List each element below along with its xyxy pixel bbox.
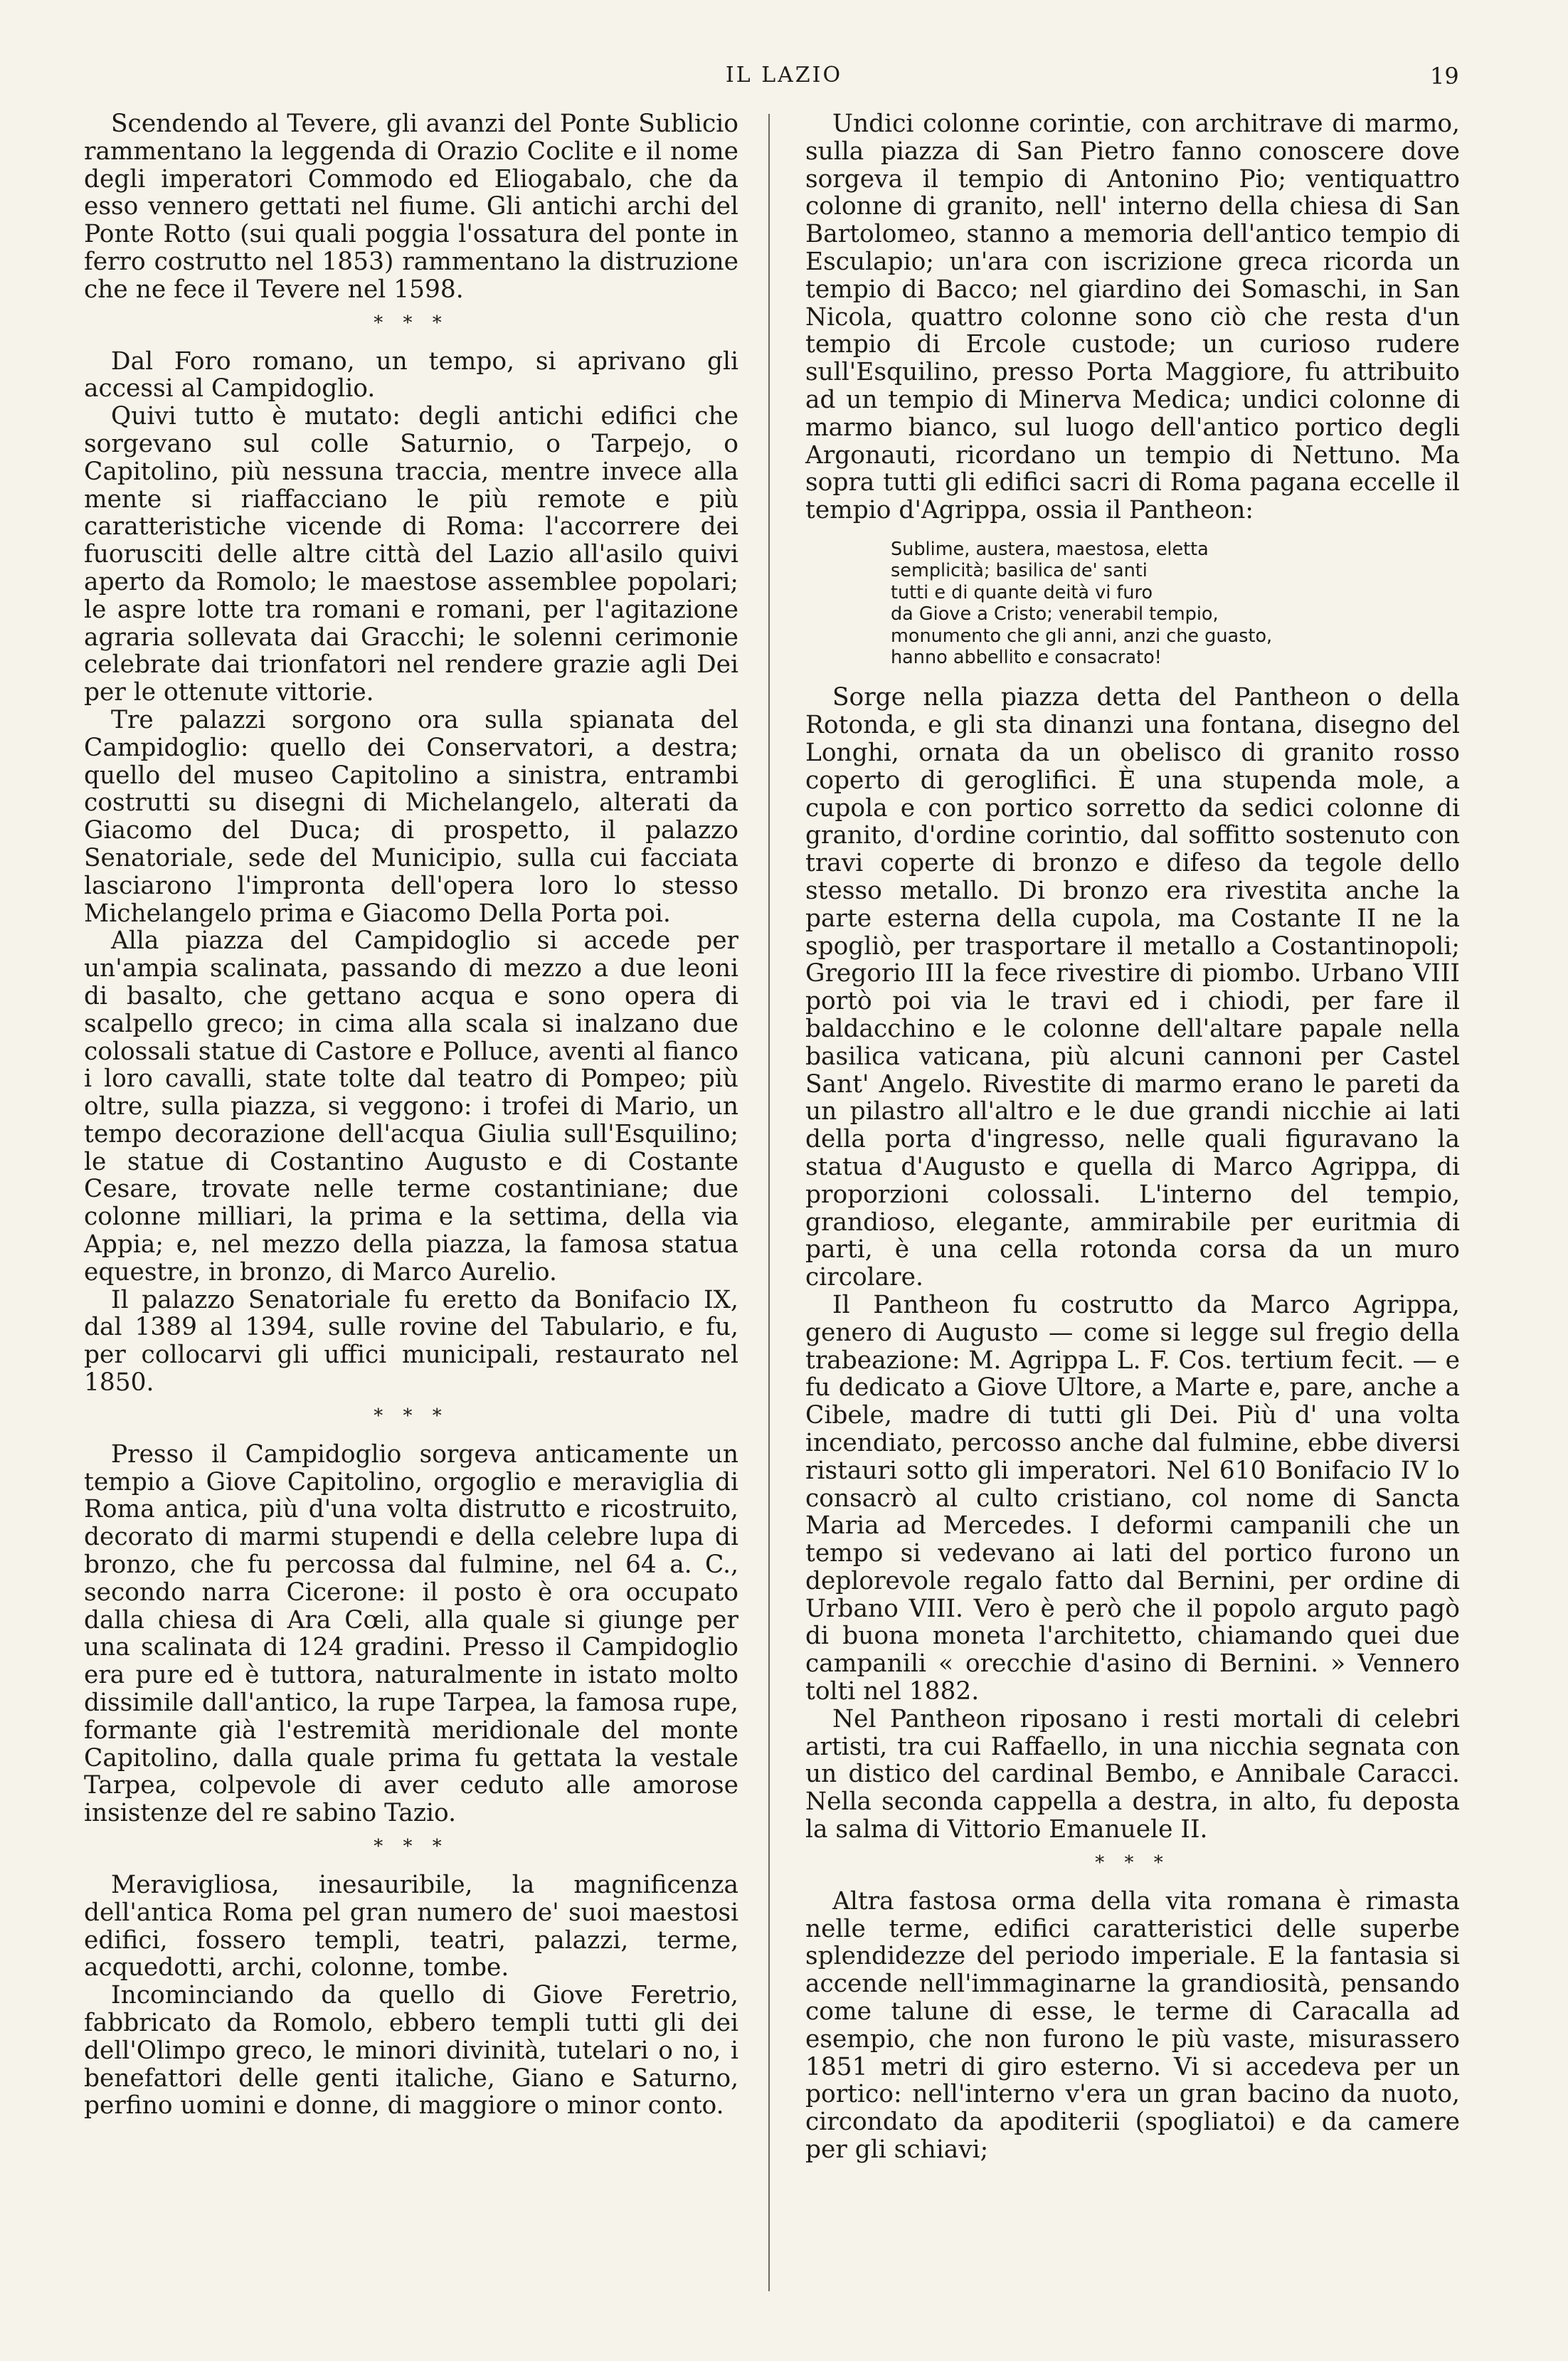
verse-quote: [891, 539, 1460, 668]
paragraph: Dal Foro romano, un tempo, si aprivano gli accessi al Campidoglio.: [84, 347, 738, 403]
right-column: [805, 110, 1460, 2164]
paragraph: Il palazzo Senatoriale fu eretto da Bonifacio IX, dal 1389 al 1394, sulle rovine del Tabulario, e fu, per collocarvi gli uffici municipali, restaurato nel 1850.: [84, 1285, 738, 1398]
paragraph: Incominciando da quello di Giove Feretrio, fabbricato da Romolo, ebbero templi tutti gli dei dell'Olimpo greco, le minori divinità, tutelari o no, i benefattori delle genti italiche, Giano e Saturno, perfino uomini e donne, di maggiore o minor conto.: [84, 1981, 738, 2120]
paragraph: Nel Pantheon riposano i resti mortali di celebri artisti, tra cui Raffaello, in una nicchia segnata con un distico del cardinal Bembo, e Annibale Caracci. Nella seconda cappella a destra, in alto, fu deposta la salma di Vittorio Emanuele II.: [805, 1704, 1460, 1844]
left-column: [84, 110, 738, 2120]
running-header: IL LAZIO: [725, 63, 843, 88]
verse-line: da Giove a Cristo; venerabil tempio,: [891, 603, 1219, 625]
verse-line: monumento che gli anni, anzi che guasto,: [891, 625, 1273, 647]
paragraph: Altra fastosa orma della vita romana è rimasta nelle terme, edifici caratteristici delle superbe splendidezze del periodo imperiale. E la fantasia si accende nell'immaginarne la grandiosità, pensando come talune di esse, le terme di Caracalla ad esempio, che non furono le più vaste, misurassero 1851 metri di giro esterno. Vi si accedeva per un portico: nell'interno v'era un gran bacino da nuoto, circondato da apoditerii (spogliatoi) e da camere per gli schiavi;: [805, 1886, 1460, 2165]
paragraph: Quivi tutto è mutato: degli antichi edifici che sorgevano sul colle Saturnio, o Tarpejo, o Capitolino, più nessuna traccia, mentre invece alla mente si riaffacciano le più remote e più caratteristiche vicende di Roma: l'accorrere dei fuorusciti delle altre città del Lazio all'asilo quivi aperto da Romolo; le maestose assemblee popolari; le aspre lotte tra romani e romani, per l'agitazione agraria sollevata dai Gracchi; le solenni cerimonie celebrate dai trionfatori nel rendere grazie agli Dei per le ottenute vittorie.: [84, 402, 738, 707]
section-separator: * * *: [1095, 1852, 1170, 1874]
verse-line: hanno abbellito e consacrato!: [891, 646, 1162, 668]
paragraph: Sorge nella piazza detta del Pantheon o della Rotonda, e gli sta dinanzi una fontana, disegno del Longhi, ornata da un obelisco di granito rosso coperto di geroglifici. È una stupenda mole, a cupola e con portico sorretto da sedici colonne di granito, d'ordine corintio, dal soffitto sostenuto con travi coperte di bronzo e difeso da tegole dello stesso metallo. Di bronzo era rivestita anche la parte esterna della cupola, ma Costante II ne la spogliò, per trasportare il metallo a Costantinopoli; Gregorio III la fece rivestire di piombo. Urbano VIII portò poi via le travi ed i chiodi, per fare il baldacchino e le colonne dell'altare papale nella basilica vaticana, più alcuni cannoni per Castel Sant' Angelo. Rivestite di marmo erano le pareti da un pilastro all'altro e le due grandi nicchie ai lati della porta d'ingresso, nelle quali figuravano la statua d'Augusto e quella di Marco Agrippa, di proporzioni colossali. L'interno del tempio, grandioso, elegante, ammirabile per euritmia di parti, è una cella rotonda corsa da un muro circolare.: [805, 683, 1460, 1292]
verse-line: Sublime, austera, maestosa, eletta: [891, 538, 1209, 560]
section-separator: * * *: [374, 1836, 449, 1858]
verse-line: semplicità; basilica de' santi: [891, 560, 1148, 582]
paragraph: Meravigliosa, inesauribile, la magnificenza dell'antica Roma pel gran numero de' suoi maestosi edifici, fossero templi, teatri, palazzi, terme, acquedotti, archi, colonne, tombe.: [84, 1871, 738, 1982]
page-number: 19: [1430, 63, 1459, 90]
paragraph: Alla piazza del Campidoglio si accede per un'ampia scalinata, passando di mezzo a due leoni di basalto, che gettano acqua e sono opera di scalpello greco; in cima alla scala si inalzano due colossali statue di Castore e Polluce, aventi al fianco i loro cavalli, state tolte dal teatro di Pompeo; più oltre, sulla piazza, si veggono: i trofei di Mario, un tempo decorazione dell'acqua Giulia sull'Esquilino; le statue di Costantino Augusto e di Costante Cesare, trovate nelle terme costantiniane; due colonne milliari, la prima e la settima, della via Appia; e, nel mezzo della piazza, la famosa statua equestre, in bronzo, di Marco Aurelio.: [84, 926, 738, 1287]
section-separator: * * *: [374, 312, 449, 334]
paragraph: Undici colonne corintie, con architrave di marmo, sulla piazza di San Pietro fanno conoscere dove sorgeva il tempio di Antonino Pio; ventiquattro colonne di granito, nell' interno della chiesa di San Bartolomeo, stanno a memoria dell'antico tempio di Esculapio; un'ara con iscrizione greca ricorda un tempio di Bacco; nel giardino dei Somaschi, in San Nicola, quattro colonne sono ciò che resta d'un tempio di Ercole custode; un curioso rudere sull'Esquilino, presso Porta Maggiore, fu attribuito ad un tempio di Minerva Medica; undici colonne di marmo bianco, sul luogo dell'antico portico degli Argonauti, ricordano un tempio di Nettuno. Ma sopra tutti gli edifici sacri di Roma pagana eccelle il tempio d'Agrippa, ossia il Pantheon:: [805, 110, 1460, 525]
column-divider: [768, 114, 770, 2291]
paragraph: Tre palazzi sorgono ora sulla spianata del Campidoglio: quello dei Conservatori, a destra; quello del museo Capitolino a sinistra, entrambi costrutti su disegni di Michelangelo, alterati da Giacomo del Duca; di prospetto, il palazzo Senatoriale, sede del Municipio, sulla cui facciata lasciarono l'impronta dell'opera loro lo stesso Michelangelo prima e Giacomo Della Porta poi.: [84, 705, 738, 928]
section-separator: * * *: [374, 1405, 449, 1427]
verse-line: tutti e di quante deità vi furo: [891, 581, 1153, 603]
paragraph: Il Pantheon fu costrutto da Marco Agrippa, genero di Augusto — come si legge sul fregio della trabeazione: M. Agrippa L. F. Cos. tertium fecit. — e fu dedicato a Giove Ultore, a Marte e, pare, anche a Cibele, madre di tutti gli Dei. Più d' una volta incendiato, percosso anche dal fulmine, ebbe diversi ristauri sotto gli imperatori. Nel 610 Bonifacio IV lo consacrò al culto cristiano, col nome di Sancta Maria ad Mercedes. I deformi campanili che un tempo si vedevano ai lati del portico furono un deplorevole regalo fatto dal Bernini, per ordine di Urbano VIII. Vero è però che il popolo arguto pagò di buona moneta l'architetto, chiamando quei due campanili « orecchie d'asino di Bernini. » Vennero tolti nel 1882.: [805, 1290, 1460, 1706]
paragraph: Scendendo al Tevere, gli avanzi del Ponte Sublicio rammentano la leggenda di Orazio Coclite e il nome degli imperatori Commodo ed Eliogabalo, che da esso vennero gettati nel fiume. Gli antichi archi del Ponte Rotto (sui quali poggia l'ossatura del ponte in ferro costrutto nel 1853) rammentano la distruzione che ne fece il Tevere nel 1598.: [84, 110, 738, 304]
paragraph: Presso il Campidoglio sorgeva anticamente un tempio a Giove Capitolino, orgoglio e meraviglia di Roma antica, più d'una volta distrutto e ricostruito, decorato di marmi stupendi e della celebre lupa di bronzo, che fu percossa dal fulmine, nel 64 a. C., secondo narra Cicerone: il posto è ora occupato dalla chiesa di Ara Cœli, alla quale si giunge per una scalinata di 124 gradini. Presso il Campidoglio era pure ed è tuttora, naturalmente in istato molto dissimile dall'antico, la rupe Tarpea, la famosa rupe, formante già l'estremità meridionale del monte Capitolino, dalla quale prima fu gettata la vestale Tarpea, colpevole di aver ceduto alle amorose insistenze del re sabino Tazio.: [84, 1440, 738, 1828]
